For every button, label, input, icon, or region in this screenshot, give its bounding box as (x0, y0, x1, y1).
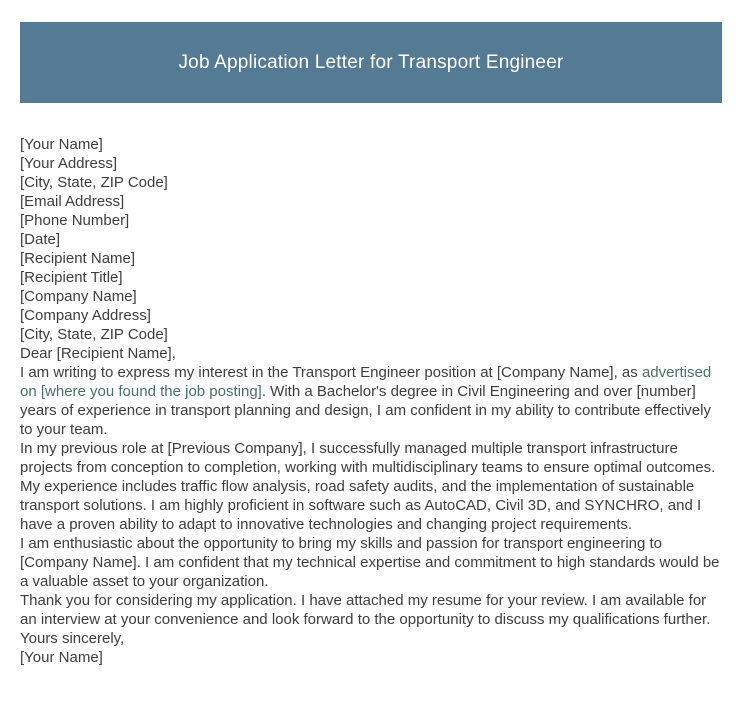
sender-city-line: [City, State, ZIP Code] (20, 174, 168, 191)
page-title: Job Application Letter for Transport Engineer (178, 51, 564, 73)
paragraph-intro-pre: I am writing to express my interest in the Transport Engineer position at [Company Name], as (20, 364, 642, 381)
date-line: [Date] (20, 231, 61, 248)
paragraph-intro-post: . With a Bachelor's degree in Civil Engineering and over [number] years of experience in transport planning and design, I am confident in my ability to contribute effectively to your team. (20, 383, 711, 438)
salutation: Dear [Recipient Name], (20, 345, 176, 362)
paragraph-enthusiasm: I am enthusiastic about the opportunity to bring my skills and passion for transport engineering to [Company Name]. I am confident that my technical expertise and commitment to high standards would be a valuable asset to your organization. (20, 535, 720, 590)
header-band (20, 22, 722, 103)
closing: Yours sincerely, (20, 630, 125, 647)
company-name-line: [Company Name] (20, 288, 137, 305)
paragraph-introduction (20, 363, 722, 439)
sender-name-line: [Your Name] (20, 136, 103, 153)
company-city-line: [City, State, ZIP Code] (20, 326, 168, 343)
sender-email-line: [Email Address] (20, 193, 125, 210)
paragraph-thanks: Thank you for considering my application. I have attached my resume for your review. I am available for an interview at your convenience and look forward to the opportunity to discuss my qualifications further. (20, 592, 711, 628)
company-address-line: [Company Address] (20, 307, 151, 324)
letter-body (20, 135, 722, 667)
job-posting-link[interactable]: advertised on [where you found the job posting] (20, 364, 712, 400)
sender-address-line: [Your Address] (20, 155, 118, 172)
signature: [Your Name] (20, 649, 103, 666)
recipient-title-line: [Recipient Title] (20, 269, 123, 286)
recipient-name-line: [Recipient Name] (20, 250, 136, 267)
sender-phone-line: [Phone Number] (20, 212, 130, 229)
paragraph-experience: In my previous role at [Previous Company], I successfully managed multiple transport infrastructure projects from conception to completion, working with multidisciplinary teams to ensure optimal outcomes. My experience includes traffic flow analysis, road safety audits, and the implementation of sustainable transport solutions. I am highly proficient in software such as AutoCAD, Civil 3D, and SYNCHRO, and I have a proven ability to adapt to innovative technologies and changing project requirements. (20, 440, 716, 533)
